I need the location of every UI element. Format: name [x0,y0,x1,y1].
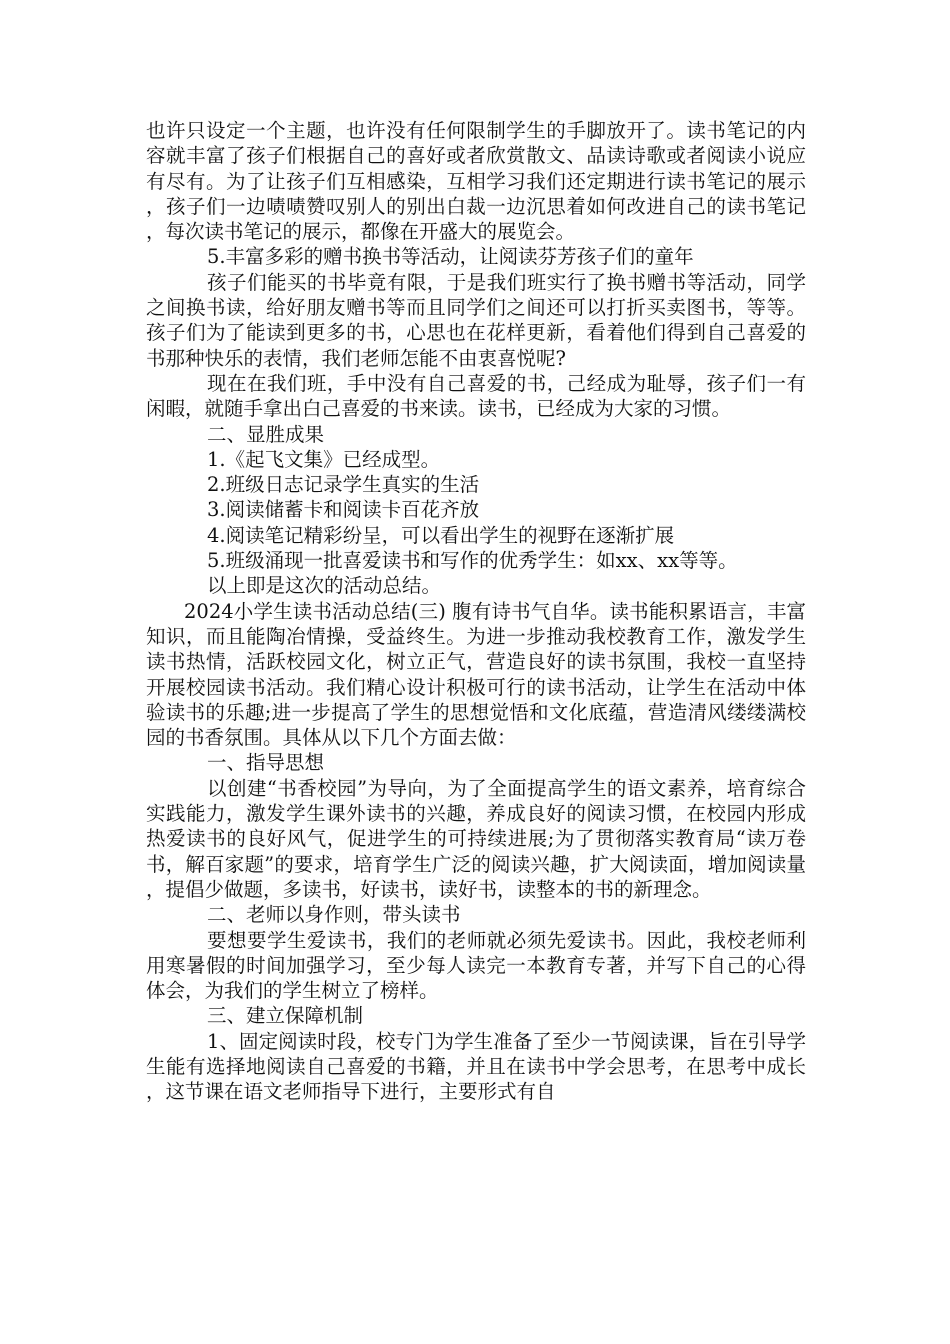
paragraph: 现在在我们班，手中没有自己喜爱的书，己经成为耻辱，孩子们一有闲暇，就随手拿出白己喜爱的书来读。读书，已经成为大家的习惯。 [146,371,806,421]
paragraph: 以上即是这次的活动总结。 [207,574,442,598]
list-item: 2.班级日志记录学生真实的生活 [207,473,480,497]
list-item: 1.《起飞文集》已经成型。 [207,447,441,471]
section-heading: 三、建立保障机制 [207,1004,364,1028]
section-heading: 二、老师以身作则，带头读书 [207,903,461,927]
section-heading: 二、显胜成果 [207,422,325,446]
paragraph: 也许只设定一个主题，也许没有任何限制学生的手脚放开了。读书笔记的内容就丰富了孩子们根据自己的喜好或者欣赏散文、品读诗歌或者阅读小说应有尽有。为了让孩子们互相感染，互相学习我们还定期进行读书笔记的展示，孩子们一边啧啧赞叹别人的别出白裁一边沉思着如何改进自己的读书笔记，每次读书笔记的展示，都像在开盛大的展览会。 [146,119,806,244]
paragraph: 2024小学生读书活动总结(三) 腹有诗书气自华。读书能积累语言，丰富知识，而且能陶冶情操，受益终生。为进一步推动我校教育工作，激发学生读书热情，活跃校园文化，树立正气，营造良好的读书氛围，我校一直坚持开展校园读书活动。我们精心设计积极可行的读书活动，让学生在活动中体验读书的乐趣;进一步提高了学生的思想觉悟和文化底蕴，营造清风缕缕满校园的书香氛围。具体从以下几个方面去做： [146,599,806,750]
paragraph: 孩子们能买的书毕竟有限，于是我们班实行了换书赠书等活动，同学之间换书读，给好朋友赠书等而且同学们之间还可以打折买卖图书，等等。孩子们为了能读到更多的书，心思也在花样更新，看着他们得到自己喜爱的书那种快乐的表情，我们老师怎能不由衷喜悦呢? [146,270,806,370]
list-item: 5.班级涌现一批喜爱读书和写作的优秀学生：如xx、xx等等。 [207,549,738,573]
paragraph: 1、固定阅读时段，校专门为学生准备了至少一节阅读课，旨在引导学生能有选择地阅读自己喜爱的书籍，并且在读书中学会思考，在思考中成长，这节课在语文老师指导下进行，主要形式有自 [146,1029,806,1104]
section-heading: 一、指导思想 [207,751,325,775]
list-item: 3.阅读储蓄卡和阅读卡百花齐放 [207,498,480,522]
section-heading: 5.丰富多彩的赠书换书等活动，让阅读芬芳孩子们的童年 [207,245,694,269]
list-item: 4.阅读笔记精彩纷呈，可以看出学生的视野在逐渐扩展 [207,523,675,547]
paragraph: 要想要学生爱读书，我们的老师就必须先爱读书。因此，我校老师利用寒暑假的时间加强学习，至少每人读完一本教育专著，并写下自己的心得体会，为我们的学生树立了榜样。 [146,928,806,1003]
paragraph: 以创建“书香校园”为导向，为了全面提高学生的语文素养，培育综合实践能力，激发学生课外读书的兴趣，养成良好的阅读习惯，在校园内形成热爱读书的良好风气，促进学生的可持续进展;为了贯彻落实教育局“读万卷书，解百家题”的要求，培育学生广泛的阅读兴趣，扩大阅读面，增加阅读量，提倡少做题，多读书，好读书，读好书，读整本的书的新理念。 [146,776,806,901]
document-body [146,118,806,1105]
